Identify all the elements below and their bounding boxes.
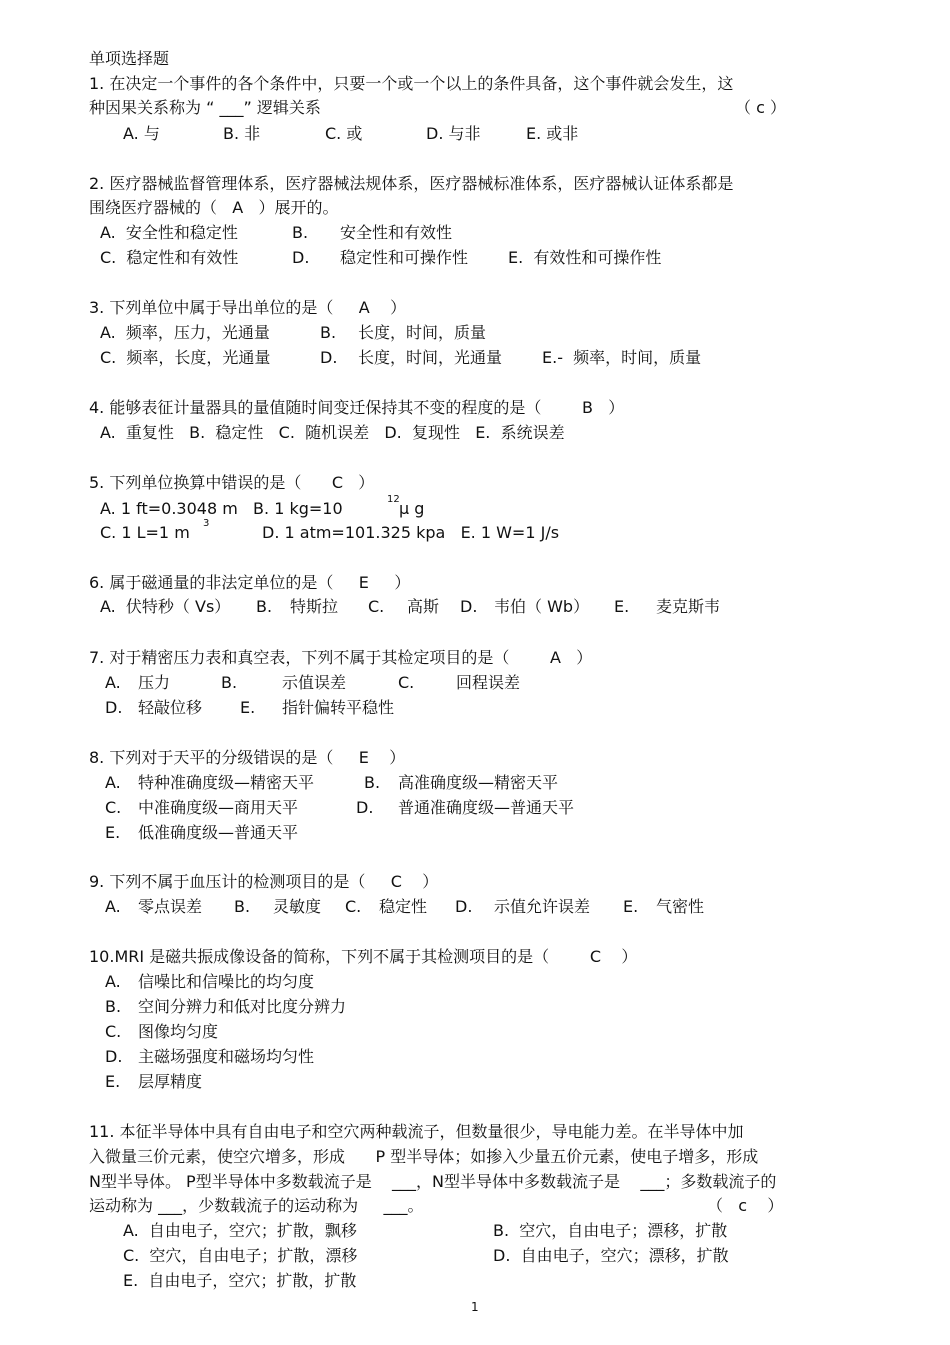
q8-option-d-letter: D. <box>356 798 374 817</box>
q2-option-e: E. 有效性和可操作性 <box>508 248 662 267</box>
q7-option-e-letter: E. <box>240 698 256 717</box>
q1-answer: （ c ） <box>735 98 786 117</box>
q3-option-d-letter: D. <box>320 348 338 367</box>
q2-option-b-text: 安全性和有效性 <box>340 223 453 242</box>
page-number: 1 <box>471 1300 479 1314</box>
q2-option-b-letter: B. <box>292 223 309 242</box>
q6-option-d-text: 韦伯（ Wb） <box>494 597 590 616</box>
q1-option-d: D. 与非 <box>426 124 481 143</box>
q7-option-d-text: 轻敲位移 <box>138 698 203 717</box>
q11-option-a: A. 自由电子，空穴；扩散，飘移 <box>123 1221 357 1240</box>
q3-option-e: E.- 频率，时间，质量 <box>542 348 702 367</box>
q6-option-b-text: 特斯拉 <box>290 597 339 616</box>
q5-superscript-3: 3 <box>203 518 210 529</box>
q4-options: A. 重复性 B. 稳定性 C. 随机误差 D. 复现性 E. 系统误差 <box>100 423 565 442</box>
q3-option-a: A. 频率，压力，光通量 <box>100 323 270 342</box>
q3-option-b-text: 长度，时间，质量 <box>358 323 487 342</box>
q5-options-a-b: A. 1 ft=0.3048 m B. 1 kg=10 <box>100 499 343 518</box>
q5-options-d-e: D. 1 atm=101.325 kpa E. 1 W=1 J/s <box>262 523 560 542</box>
q8-option-b-letter: B. <box>364 773 381 792</box>
q8-option-e-letter: E. <box>105 823 121 842</box>
q9-option-e-text: 气密性 <box>656 897 705 916</box>
q6-option-d-letter: D. <box>460 597 478 616</box>
q1-line2: 种因果关系称为 “ ___” 逻辑关系 <box>89 98 321 117</box>
q11-option-d: D. 自由电子，空穴；漂移，扩散 <box>493 1246 729 1265</box>
q7-line1: 7. 对于精密压力表和真空表，下列不属于其检定项目的是（ A ） <box>89 648 593 667</box>
q7-option-b-letter: B. <box>221 673 238 692</box>
q3-line1: 3. 下列单位中属于导出单位的是（ A ） <box>89 298 407 317</box>
q2-option-a: A. 安全性和稳定性 <box>100 223 238 242</box>
q2-line2: 围绕医疗器械的（ A ）展开的。 <box>89 198 339 217</box>
section-title: 单项选择题 <box>89 49 170 68</box>
q1-option-a: A. 与 <box>123 124 160 143</box>
q7-option-b-text: 示值误差 <box>282 673 347 692</box>
q6-option-c-text: 高斯 <box>407 597 440 616</box>
q5-line1: 5. 下列单位换算中错误的是（ C ） <box>89 473 375 492</box>
q2-option-c: C. 稳定性和有效性 <box>100 248 239 267</box>
q8-option-a-letter: A. <box>105 773 121 792</box>
q6-option-e-letter: E. <box>614 597 630 616</box>
q7-option-d-letter: D. <box>105 698 123 717</box>
q5-superscript-12: 12 <box>387 494 400 505</box>
q5-option-c: C. 1 L=1 m <box>100 523 190 542</box>
q11-option-e: E. 自由电子，空穴；扩散，扩散 <box>123 1271 357 1290</box>
q5-unit-ug: μ g <box>399 499 425 518</box>
q9-option-a-letter: A. <box>105 897 121 916</box>
q11-line2: 入微量三价元素，使空穴增多，形成 P 型半导体；如掺入少量五价元素，使电子增多，形成 <box>89 1147 759 1166</box>
q6-option-a: A. 伏特秒（ Vs） <box>100 597 231 616</box>
q10-option-c-text: 图像均匀度 <box>138 1022 219 1041</box>
q4-line1: 4. 能够表征计量器具的量值随时间变迁保持其不变的程度的是（ B ） <box>89 398 625 417</box>
q1-line1: 1. 在决定一个事件的各个条件中，只要一个或一个以上的条件具备，这个事件就会发生，这 <box>89 74 734 93</box>
q10-option-a-letter: A. <box>105 972 121 991</box>
q2-option-d-letter: D. <box>292 248 310 267</box>
q1-option-b: B. 非 <box>223 124 261 143</box>
q9-option-e-letter: E. <box>623 897 639 916</box>
q11-option-c: C. 空穴，自由电子；扩散，漂移 <box>123 1246 358 1265</box>
q11-line1: 11. 本征半导体中具有自由电子和空穴两种载流子，但数量很少，导电能力差。在半导体中加 <box>89 1122 744 1141</box>
q10-option-e-letter: E. <box>105 1072 121 1091</box>
q6-line1: 6. 属于磁通量的非法定单位的是（ E ） <box>89 573 411 592</box>
q7-option-a-letter: A. <box>105 673 121 692</box>
q8-option-c-letter: C. <box>105 798 122 817</box>
q7-option-c-text: 回程误差 <box>456 673 521 692</box>
q6-option-b-letter: B. <box>256 597 273 616</box>
q2-line1: 2. 医疗器械监督管理体系，医疗器械法规体系，医疗器械标准体系，医疗器械认证体系都是 <box>89 174 734 193</box>
q11-answer: （ c ） <box>707 1196 784 1215</box>
q7-option-a-text: 压力 <box>138 673 171 692</box>
q9-option-b-letter: B. <box>234 897 251 916</box>
q6-option-c-letter: C. <box>368 597 385 616</box>
q10-option-e-text: 层厚精度 <box>138 1072 203 1091</box>
q11-line3: N型半导体。 P型半导体中多数载流子是 ___，N型半导体中多数载流子是 ___；多数载流子的 <box>89 1172 777 1191</box>
q9-option-b-text: 灵敏度 <box>273 897 322 916</box>
q10-option-b-text: 空间分辨力和低对比度分辨力 <box>138 997 347 1016</box>
q8-option-e-text: 低准确度级—普通天平 <box>138 823 299 842</box>
q8-option-b-text: 高准确度级—精密天平 <box>398 773 559 792</box>
q2-option-d-text: 稳定性和可操作性 <box>340 248 469 267</box>
q11-line4: 运动称为 ___，少数载流子的运动称为 ___。 <box>89 1196 424 1215</box>
q8-line1: 8. 下列对于天平的分级错误的是（ E ） <box>89 748 406 767</box>
q9-option-c-text: 稳定性 <box>379 897 428 916</box>
q10-option-d-text: 主磁场强度和磁场均匀性 <box>138 1047 315 1066</box>
q6-option-e-text: 麦克斯韦 <box>656 597 721 616</box>
q9-option-c-letter: C. <box>345 897 362 916</box>
q9-option-a-text: 零点误差 <box>138 897 203 916</box>
q9-option-d-text: 示值允许误差 <box>494 897 591 916</box>
q10-option-c-letter: C. <box>105 1022 122 1041</box>
q3-option-c: C. 频率，长度，光通量 <box>100 348 271 367</box>
q9-option-d-letter: D. <box>455 897 473 916</box>
q8-option-a-text: 特种准确度级—精密天平 <box>138 773 315 792</box>
q8-option-c-text: 中准确度级—商用天平 <box>138 798 299 817</box>
q10-line1: 10.MRI 是磁共振成像设备的简称，下列不属于其检测项目的是（ C ） <box>89 947 638 966</box>
q3-option-b-letter: B. <box>320 323 337 342</box>
q11-option-b: B. 空穴，自由电子；漂移，扩散 <box>493 1221 728 1240</box>
q1-option-c: C. 或 <box>325 124 363 143</box>
q10-option-b-letter: B. <box>105 997 122 1016</box>
q9-line1: 9. 下列不属于血压计的检测项目的是（ C ） <box>89 872 439 891</box>
q1-option-e: E. 或非 <box>526 124 579 143</box>
q8-option-d-text: 普通准确度级—普通天平 <box>398 798 575 817</box>
q7-option-c-letter: C. <box>398 673 415 692</box>
q10-option-d-letter: D. <box>105 1047 123 1066</box>
q10-option-a-text: 信噪比和信噪比的均匀度 <box>138 972 315 991</box>
q3-option-d-text: 长度，时间，光通量 <box>358 348 503 367</box>
q7-option-e-text: 指针偏转平稳性 <box>282 698 395 717</box>
